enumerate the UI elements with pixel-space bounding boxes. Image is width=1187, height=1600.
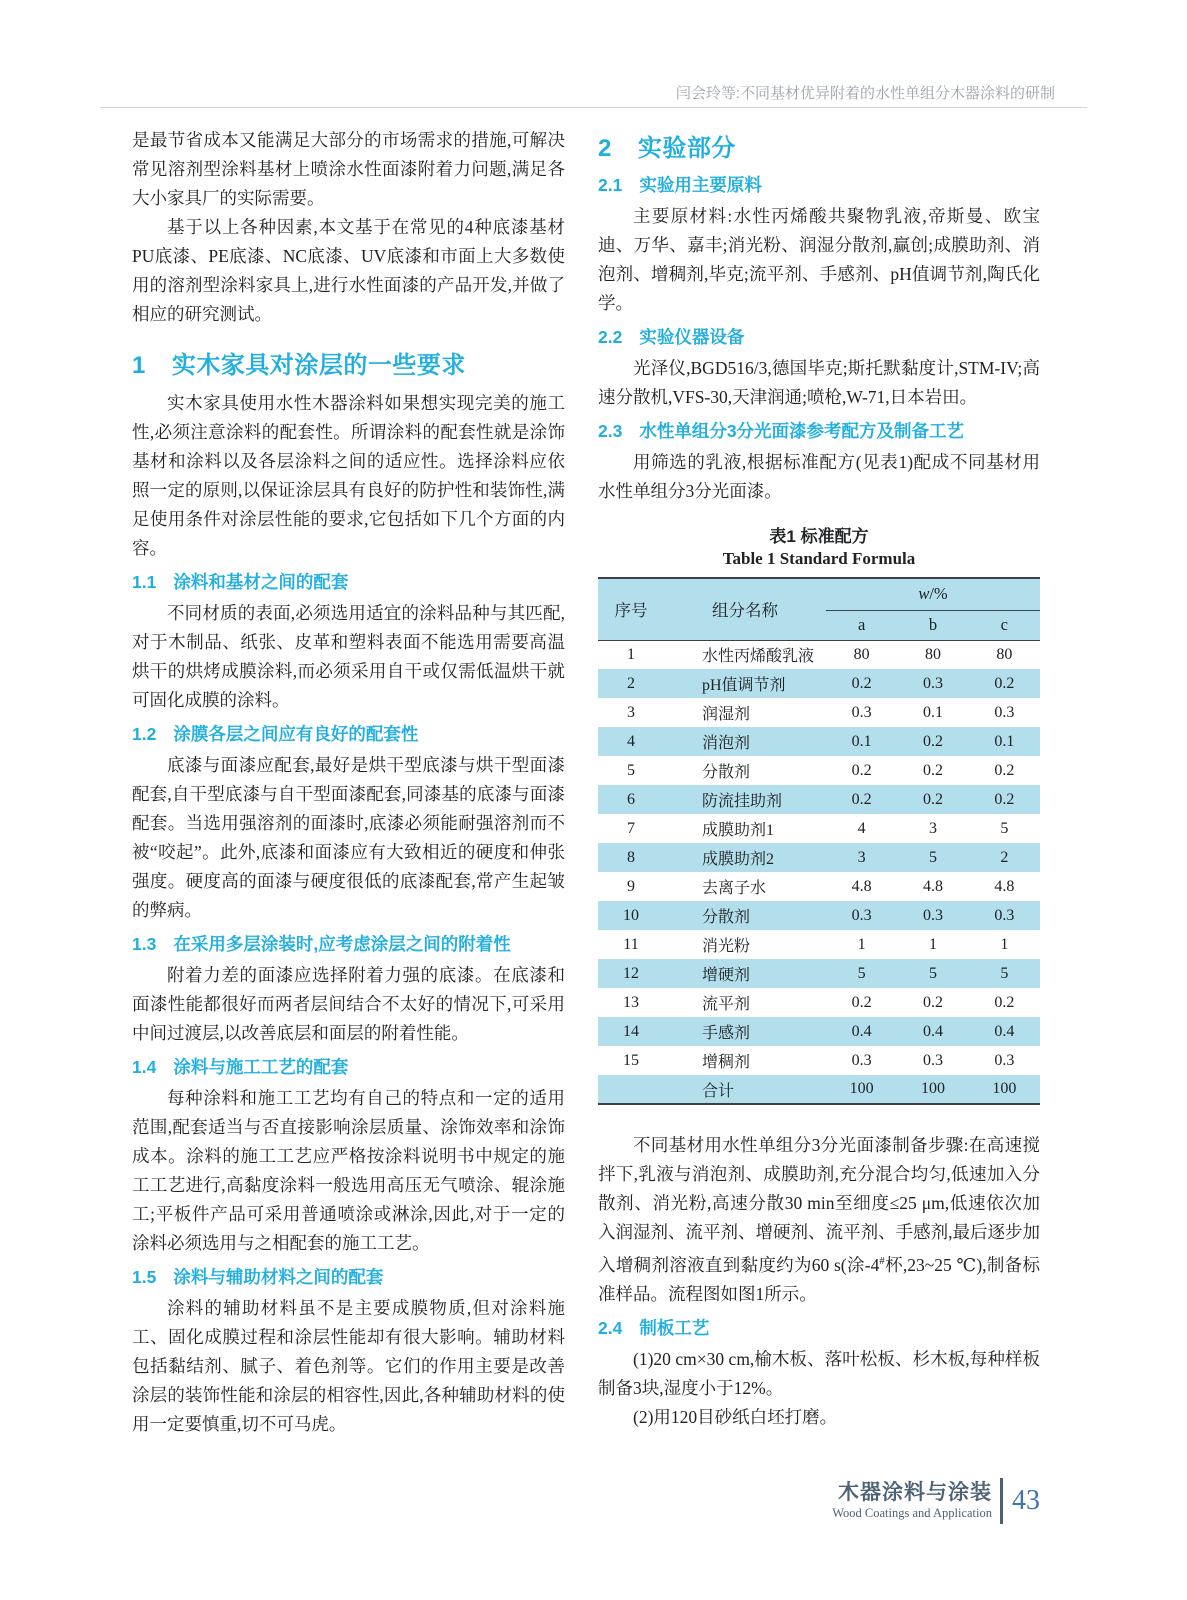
table-row: 1 水性丙烯酸乳液 80 80 80 <box>627 645 1013 666</box>
table-row: 7 成膜助剂1 4 3 5 <box>627 819 1009 839</box>
table-row: 6 防流挂助剂 0.2 0.2 0.2 <box>598 785 1040 814</box>
formula-table <box>598 577 1040 1105</box>
section-number: 2 <box>598 135 612 162</box>
column-header-a: a <box>858 615 866 634</box>
table-title-zh: 表1 标准配方 <box>769 527 869 546</box>
table-title-en: Table 1 Standard Formula <box>722 549 916 568</box>
subsection-number: 1.1 <box>132 572 157 592</box>
section-heading-2 <box>598 128 1040 163</box>
footer-divider <box>1000 1478 1003 1524</box>
header-rule <box>100 107 1087 108</box>
paragraph-intro-1: 是最节省成本又能满足大部分的市场需求的措施,可解决常见溶剂型涂料基材上喷涂水性面漆附着力问题,满足各大小家具厂的实际需要。 <box>132 130 565 208</box>
subsection-number: 1.2 <box>132 724 157 744</box>
left-column <box>132 126 565 1439</box>
table-row: 8 成膜助剂2 3 5 2 <box>598 843 1040 872</box>
table-row: 15 增稠剂 0.3 0.3 0.3 <box>623 1051 1015 1071</box>
subsection-title: 涂膜各层之间应有良好的配套性 <box>173 724 419 744</box>
running-head: 闫会玲等:不同基材优异附着的水性单组分木器涂料的研制 <box>675 85 1055 102</box>
section-number: 1 <box>132 352 146 379</box>
subsection-number: 2.3 <box>598 421 623 441</box>
subsection-number: 1.5 <box>132 1267 157 1287</box>
subsection-title: 涂料与施工工艺的配套 <box>173 1057 349 1077</box>
subsection-title: 涂料和基材之间的配套 <box>173 572 349 592</box>
table-row: 3 润湿剂 0.3 0.1 0.3 <box>627 703 1015 723</box>
table-row: 12 增硬剂 5 5 5 <box>598 959 1040 988</box>
table-row: 14 手感剂 0.4 0.4 0.4 <box>598 1017 1040 1046</box>
paragraph-1-2: 底漆与面漆应配套,最好是烘干型底漆与烘干型面漆配套,自干型底漆与自干型面漆配套,同漆基的底漆与面漆配套。当选用强溶剂的面漆时,底漆必须能耐强溶剂而不被“咬起”。此外,底漆和面漆应有大致相近的硬度和伸张强度。硬度高的面漆与硬度很低的底漆配套,常产生起皱的弊病。 <box>132 755 565 920</box>
table-row: 9 去离子水 4.8 4.8 4.8 <box>627 877 1015 897</box>
page-number: 43 <box>1012 1485 1040 1516</box>
table-row-total: 合计 100 100 100 <box>598 1075 1040 1104</box>
paragraph-2-3: 用筛选的乳液,根据标准配方(见表1)配成不同基材用水性单组分3分光面漆。 <box>598 452 1040 501</box>
journal-name <box>832 1481 992 1521</box>
column-header-w-percent: w/% <box>826 578 1040 610</box>
table-body <box>598 640 1040 1104</box>
paragraph-1-3: 附着力差的面漆应选择附着力强的底漆。在底漆和面漆性能都很好而两者层间结合不太好的情况下,可采用中间过渡层,以改善底层和面层的附着性能。 <box>132 965 565 1043</box>
subsection-title: 实验仪器设备 <box>639 327 745 347</box>
subsection-title: 制板工艺 <box>639 1317 710 1338</box>
subsection-heading-1-4 <box>132 1054 565 1080</box>
table-row: 11 消光粉 1 1 1 <box>623 935 1009 955</box>
subsection-title: 水性单组分3分光面漆参考配方及制备工艺 <box>639 421 965 441</box>
paragraph-2-1: 主要原材料:水性丙烯酸共聚物乳液,帝斯曼、欧宝迪、万华、嘉丰;消光粉、润湿分散剂,赢创;成膜助剂、消泡剂、增稠剂,毕克;流平剂、手感剂、pH值调节剂,陶氏化学。 <box>598 206 1040 313</box>
table-row: 2 pH值调节剂 0.2 0.3 0.2 <box>598 669 1040 698</box>
subsection-number: 1.4 <box>132 1057 157 1077</box>
subsection-number: 2.1 <box>598 175 623 195</box>
subsection-heading-1-2 <box>132 721 565 747</box>
paragraph-1-5: 涂料的辅助材料虽不是主要成膜物质,但对涂料施工、固化成膜过程和涂层性能却有很大影响。辅助材料包括黏结剂、腻子、着色剂等。它们的作用主要是改善涂层的装饰性能和涂层的相容性,因此,各种辅助材料的使用一定要慎重,切不可马虎。 <box>132 1298 565 1434</box>
paragraph-2-2: 光泽仪,BGD516/3,德国毕克;斯托默黏度计,STM-IV;高速分散机,VFS-30,天津润通;喷枪,W-71,日本岩田。 <box>598 358 1040 407</box>
subsection-number: 1.3 <box>132 934 157 954</box>
subsection-heading-2-4 <box>598 1315 1040 1341</box>
right-column <box>598 126 1040 1439</box>
subsection-heading-2-2 <box>598 324 1040 350</box>
subsection-heading-2-3 <box>598 418 1040 444</box>
column-header-component: 组分名称 <box>712 601 778 621</box>
paragraph-prep-steps: 不同基材用水性单组分3分光面漆制备步骤:在高速搅拌下,乳液与消泡剂、成膜助剂,充分混合均匀,低速加入分散剂、消光粉,高速分散30 min至细度≤25 μm,低速依次加入润湿剂、流平剂、增硬剂、流平剂、手感剂,最后逐步加入增稠剂溶液直到黏度约为60 s(涂-4#杯,23~25 ℃),制备标准样品。流程图如图1所示。 <box>598 1135 1041 1304</box>
subsection-title: 实验用主要原料 <box>639 175 762 195</box>
section-title: 实木家具对涂层的一些要求 <box>171 352 466 379</box>
paragraph-1-1: 不同材质的表面,必须选用适宜的涂料品种与其匹配,对于木制品、纸张、皮革和塑料表面不能选用需要高温烘干的烘烤成膜涂料,而必须采用自干或仅需低温烘干就可固化成膜的涂料。 <box>132 603 565 710</box>
table-row: 10 分散剂 0.3 0.3 0.3 <box>598 901 1040 930</box>
column-header-b: b <box>928 615 938 634</box>
column-header-no: 序号 <box>614 601 648 621</box>
journal-name-en: Wood Coatings and Application <box>832 1506 992 1520</box>
subsection-heading-2-1 <box>598 172 1040 198</box>
column-header-c: c <box>1000 615 1008 634</box>
paragraph-section-1-intro: 实木家具使用水性木器涂料如果想实现完美的施工性,必须注意涂料的配套性。所谓涂料的配套性就是涂饰基材和涂料以及各层涂料之间的适应性。选择涂料应依照一定的原则,以保证涂层具有良好的防护性和装饰性,满足使用条件对涂层性能的要求,它包括如下几个方面的内容。 <box>132 393 565 558</box>
footer <box>832 1478 1040 1524</box>
table-row: 5 分散剂 0.2 0.2 0.2 <box>627 761 1015 781</box>
journal-name-zh: 木器涂料与涂装 <box>838 1481 992 1504</box>
table-row: 13 流平剂 0.2 0.2 0.2 <box>623 993 1015 1013</box>
subsection-heading-1-5 <box>132 1264 565 1290</box>
table-row: 4 消泡剂 0.1 0.2 0.1 <box>598 727 1040 756</box>
table-block <box>598 522 1040 1105</box>
table-header <box>598 578 1040 640</box>
paragraph-1-4: 每种涂料和施工工艺均有自己的特点和一定的适用范围,配套适当与否直接影响涂层质量、涂饰效率和涂饰成本。涂料的施工工艺应严格按涂料说明书中规定的施工工艺进行,高黏度涂料一般选用高压无气喷涂、辊涂施工;平板件产品可采用普通喷涂或淋涂,因此,对于一定的涂料必须选用与之相配套的施工工艺。 <box>132 1088 565 1253</box>
page-content <box>132 126 1040 1439</box>
subsection-heading-1-3 <box>132 931 565 957</box>
subsection-number: 2.4 <box>598 1317 623 1338</box>
subsection-number: 2.2 <box>598 327 623 347</box>
paragraph-intro-2: 基于以上各种因素,本文基于在常见的4种底漆基材PU底漆、PE底漆、NC底漆、UV底漆和市面上大多数使用的溶剂型涂料家具上,进行水性面漆的产品开发,并做了相应的研究测试。 <box>132 217 565 324</box>
subsection-title: 在采用多层涂装时,应考虑涂层之间的附着性 <box>173 934 511 954</box>
section-title: 实验部分 <box>637 135 736 162</box>
paragraph-2-4-item-1: (1)20 cm×30 cm,榆木板、落叶松板、杉木板,每种样板制备3块,湿度小于12%。 <box>598 1348 1040 1398</box>
section-heading-1 <box>132 345 565 380</box>
subsection-title: 涂料与辅助材料之间的配套 <box>173 1267 384 1287</box>
superscript-hash: # <box>879 1255 885 1267</box>
subsection-heading-1-1 <box>132 569 565 595</box>
paragraph-2-4-item-2: (2)用120目砂纸白坯打磨。 <box>633 1406 838 1427</box>
